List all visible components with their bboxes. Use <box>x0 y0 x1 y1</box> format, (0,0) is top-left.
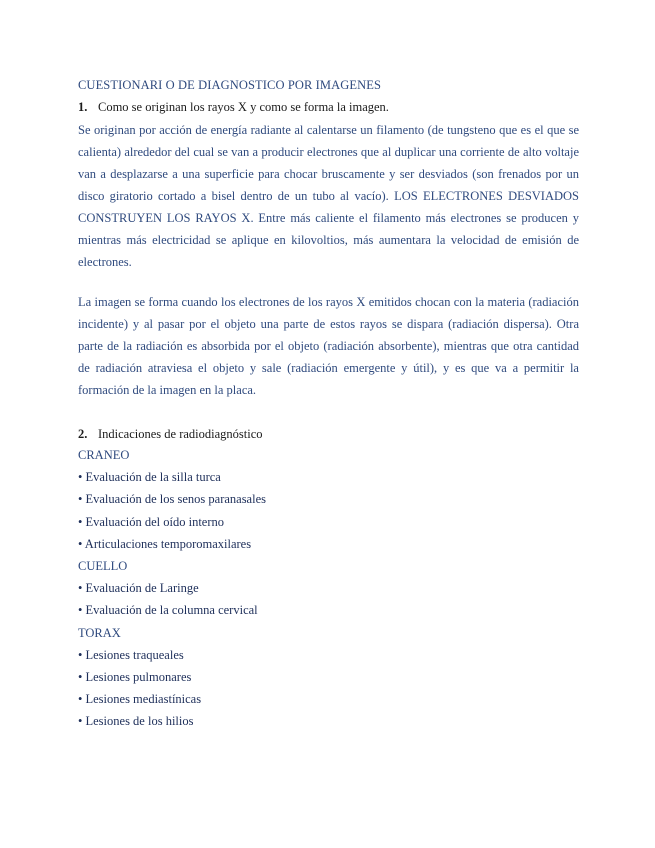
list-item: • Lesiones de los hilios <box>78 714 194 728</box>
list-item: • Lesiones mediastínicas <box>78 692 202 706</box>
list-item: • Lesiones pulmonares <box>78 670 192 684</box>
question-2-number: 2. <box>78 427 88 441</box>
question-2-text: Indicaciones de radiodiagnóstico <box>98 427 263 441</box>
list-item: • Articulaciones temporomaxilares <box>78 537 252 551</box>
list-item: • Evaluación de Laringe <box>78 581 199 595</box>
question-1-paragraph-1: Se originan por acción de energía radiante al calentarse un filamento (de tungsteno que es el que se calienta) alrededor del cual se van a producir electrones que al duplicar una corriente de alto voltaje van a desplazarse a una superficie para chocar bruscamente y ser desviados (son frenados por un disco giratorio cortado a bisel dentro de un tubo al vacío). LOS ELECTRONES DESVIADOS CONSTRUYEN LOS RAYOS X. Entre más caliente el filamento más electrones se producen y mientras más electricidad se aplique en kilovoltios, más aumentara la velocidad de emisión de electrones. <box>78 123 579 269</box>
question-1-text: Como se originan los rayos X y como se forma la imagen. <box>98 100 389 114</box>
question-2-heading <box>78 427 263 442</box>
category-craneo: CRANEO <box>78 448 130 462</box>
category-cuello: CUELLO <box>78 559 128 573</box>
list-item: • Evaluación de los senos paranasales <box>78 492 266 506</box>
question-1-heading <box>78 100 389 115</box>
category-torax: TORAX <box>78 626 121 640</box>
list-item: • Evaluación de la columna cervical <box>78 603 258 617</box>
list-item: • Evaluación del oído interno <box>78 515 225 529</box>
question-1-number: 1. <box>78 100 88 114</box>
list-item: • Lesiones traqueales <box>78 648 184 662</box>
document-title: CUESTIONARI O DE DIAGNOSTICO POR IMAGENES <box>78 78 382 92</box>
list-item: • Evaluación de la silla turca <box>78 470 221 484</box>
question-1-paragraph-2: La imagen se forma cuando los electrones de los rayos X emitidos chocan con la materia (radiación incidente) y al pasar por el objeto una parte de estos rayos se dispara (radiación dispersa). Otra parte de la radiación es absorbida por el objeto (radiación absorbente), mientras que otra cantidad de radiación atraviesa el objeto y sale (radiación emergente y útil), y es que va a permitir la formación de la imagen en la placa. <box>78 295 579 397</box>
